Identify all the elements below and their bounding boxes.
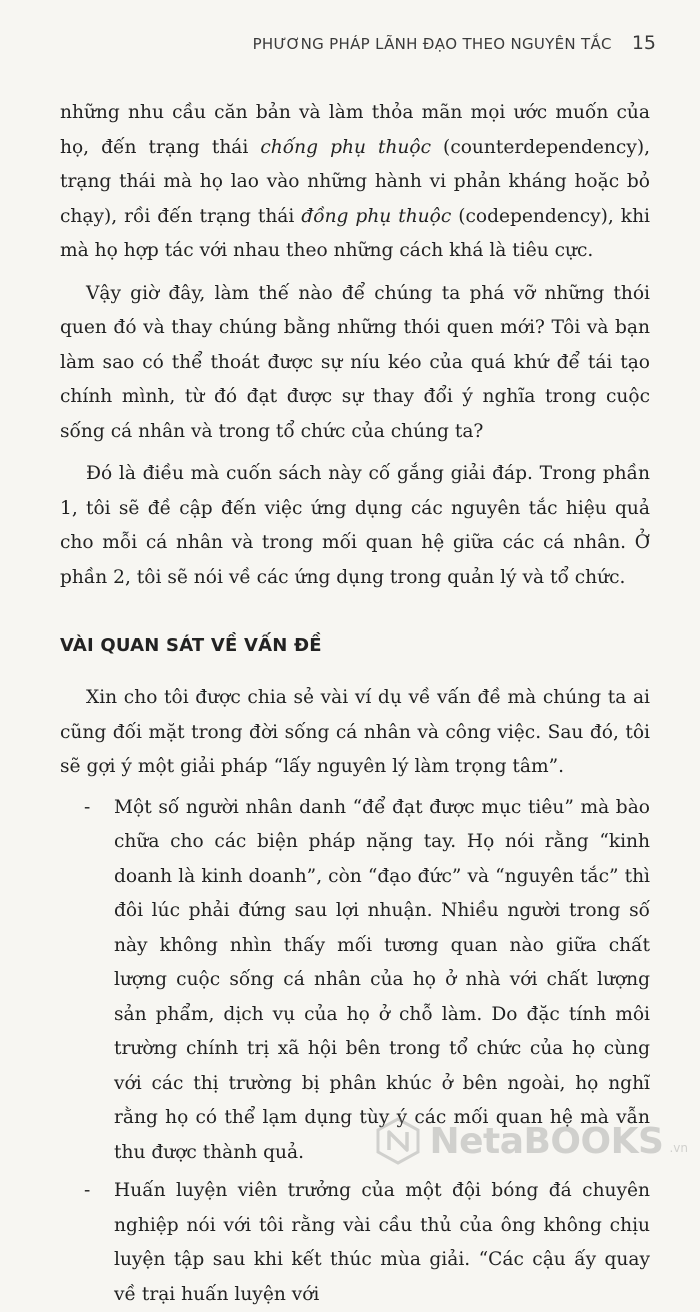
page-number: 15 [632,32,656,54]
paragraph-2: Vậy giờ đây, làm thế nào để chúng ta phá vỡ những thói quen đó và thay chúng bằng những thói quen mới? Tôi và bạn làm sao có thể thoát được sự níu kéo của quá khứ để tái tạo chính mình, từ đó đạt được sự thay đổi ý nghĩa trong cuộc sống cá nhân và trong tổ chức của chúng ta? [60,277,650,450]
running-header [253,32,656,54]
netabooks-watermark [373,1116,688,1166]
running-title: PHƯƠNG PHÁP LÃNH ĐẠO THEO NGUYÊN TẮC [253,35,612,53]
term-codependency: đồng phụ thuộc [301,206,451,227]
list-item-text: Một số người nhân danh “để đạt được mục tiêu” mà bào chữa cho các biện pháp nặng tay. Họ nói rằng “kinh doanh là kinh doanh”, còn “đạo đức” và “nguyên tắc” thì đôi lúc phải đứng sau lợi nhuận. Nhiều người trong số này không nhìn thấy mối tương quan nào giữa chất lượng cuộc sống cá nhân của họ ở nhà với chất lượng sản phẩm, dịch vụ của họ ở chỗ làm. Do đặc tính môi trường chính trị xã hội bên trong tổ chức của họ cùng với các thị trường bị phân khúc ở bên ngoài, họ nghĩ rằng họ có thể lạm dụng tùy ý các mối quan hệ mà vẫn thu được thành quả. [114,791,650,1171]
list-item [60,791,650,1171]
paragraph-1 [60,96,650,269]
example-list [60,791,650,1312]
watermark-text: NetaBOOKS [429,1121,663,1162]
paragraph-3: Đó là điều mà cuốn sách này cố gắng giải đáp. Trong phần 1, tôi sẽ đề cập đến việc ứng dụng các nguyên tắc hiệu quả cho mỗi cá nhân và trong mối quan hệ giữa các cá nhân. Ở phần 2, tôi sẽ nói về các ứng dụng trong quản lý và tổ chức. [60,457,650,595]
list-item [60,1174,650,1312]
paragraph-1-part-e: (codependency), khi mà họ hợp tác với nhau theo những cách khá là tiêu cực. [60,206,650,262]
list-item-text: Huấn luyện viên trưởng của một đội bóng đá chuyên nghiệp nói với tôi rằng vài cầu thủ của ông không chịu luyện tập sau khi kết thúc mùa giải. “Các cậu ấy quay về trại huấn luyện với [114,1174,650,1312]
paragraph-1-part-c: (counterdependency), trạng thái mà họ lao vào những hành vi phản kháng hoặc bỏ chạy), rồi đến trạng thái [60,137,650,227]
watermark-suffix: .vn [669,1141,688,1155]
paragraph-4: Xin cho tôi được chia sẻ vài ví dụ về vấn đề mà chúng ta ai cũng đối mặt trong đời sống cá nhân và công việc. Sau đó, tôi sẽ gợi ý một giải pháp “lấy nguyên lý làm trọng tâm”. [60,681,650,785]
list-dash: - [60,791,114,1171]
list-dash: - [60,1174,114,1312]
section-heading: VÀI QUAN SÁT VỀ VẤN ĐỀ [60,629,650,663]
term-counterdependency: chống phụ thuộc [260,137,431,158]
paragraph-1-part-a: những nhu cầu căn bản và làm thỏa mãn mọi ước muốn của họ, đến trạng thái [60,102,650,158]
netabooks-logo-icon [373,1116,423,1166]
